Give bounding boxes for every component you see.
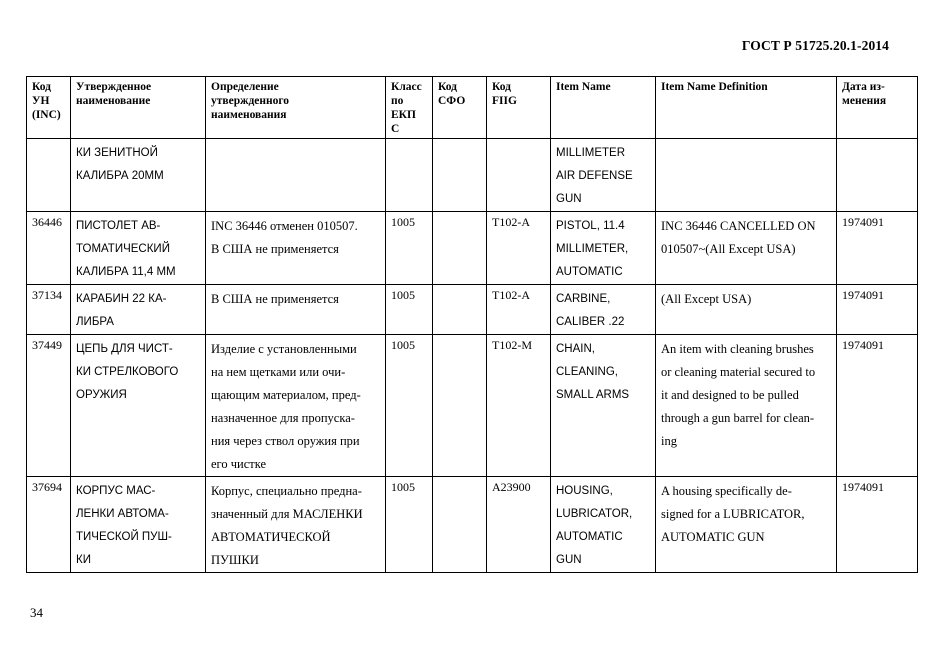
cell-fiig-code bbox=[487, 139, 551, 212]
cell-item-name bbox=[551, 285, 656, 335]
cell-line: CALIBER .22 bbox=[556, 316, 625, 328]
cell-ekps-class: 1005 bbox=[386, 285, 433, 335]
table-row bbox=[27, 477, 918, 573]
header-approved-name bbox=[71, 77, 206, 139]
cell-line: CLEANING, bbox=[556, 366, 618, 378]
header-name-definition bbox=[206, 77, 386, 139]
header-line: по bbox=[391, 95, 404, 107]
cell-sfo-code bbox=[433, 212, 487, 285]
header-line: наименования bbox=[211, 109, 287, 121]
cell-line: MILLIMETER bbox=[556, 147, 626, 159]
cell-line: ПУШКИ bbox=[211, 553, 259, 567]
cell-line: ния через ствол оружия при bbox=[211, 434, 360, 448]
cell-item-name bbox=[551, 335, 656, 477]
cell-line: ЛЕНКИ АВТОМА- bbox=[76, 508, 169, 520]
table-row bbox=[27, 285, 918, 335]
cell-line: ing bbox=[661, 434, 677, 448]
header-line: Код bbox=[492, 81, 512, 93]
cell-sfo-code bbox=[433, 477, 487, 573]
cell-approved-name bbox=[71, 285, 206, 335]
cell-line: through a gun barrel for clean- bbox=[661, 411, 815, 425]
cell-line: GUN bbox=[556, 554, 582, 566]
cell-sfo-code bbox=[433, 335, 487, 477]
header-line: Item Name bbox=[556, 81, 611, 93]
header-line: менения bbox=[842, 95, 887, 107]
cell-line: or cleaning material secured to bbox=[661, 365, 816, 379]
header-item-name bbox=[551, 77, 656, 139]
cell-line: В США не применяется bbox=[211, 242, 339, 256]
cell-line: ПИСТОЛЕТ АВ- bbox=[76, 220, 161, 232]
header-line: С bbox=[391, 123, 400, 135]
header-line: Item Name Definition bbox=[661, 81, 768, 93]
cell-line: AIR DEFENSE bbox=[556, 170, 633, 182]
cell-line: КОРПУС МАС- bbox=[76, 485, 156, 497]
cell-line: КАЛИБРА 11,4 ММ bbox=[76, 266, 176, 278]
cell-line: КИ bbox=[76, 554, 91, 566]
header-line: УН bbox=[32, 95, 50, 107]
cell-line: ЦЕПЬ ДЛЯ ЧИСТ- bbox=[76, 343, 173, 355]
cell-line: An item with cleaning brushes bbox=[661, 342, 814, 356]
cell-name-definition bbox=[206, 285, 386, 335]
header-ekps-class bbox=[386, 77, 433, 139]
cell-approved-name bbox=[71, 335, 206, 477]
cell-line: на нем щетками или очи- bbox=[211, 365, 346, 379]
page-number: 34 bbox=[30, 605, 43, 620]
cell-line: INC 36446 отменен 010507. bbox=[211, 219, 358, 233]
cell-fiig-code: T102-A bbox=[487, 285, 551, 335]
cell-line: CHAIN, bbox=[556, 343, 595, 355]
cell-change-date: 1974091 bbox=[837, 285, 918, 335]
cell-line: AUTOMATIC bbox=[556, 266, 623, 278]
cell-line: signed for a LUBRICATOR, bbox=[661, 507, 805, 521]
cell-approved-name bbox=[71, 477, 206, 573]
cell-line: HOUSING, bbox=[556, 485, 613, 497]
cell-line: 010507~(All Except USA) bbox=[661, 242, 796, 256]
cell-item-definition bbox=[656, 335, 837, 477]
cell-line: щающим материалом, пред- bbox=[211, 388, 361, 402]
cell-line: ЛИБРА bbox=[76, 316, 114, 328]
cell-change-date: 1974091 bbox=[837, 212, 918, 285]
cell-line: PISTOL, 11.4 bbox=[556, 220, 625, 232]
cell-line: SMALL ARMS bbox=[556, 389, 630, 401]
cell-line: A housing specifically de- bbox=[661, 484, 792, 498]
header-line: СФО bbox=[438, 95, 466, 107]
cell-sfo-code bbox=[433, 285, 487, 335]
cell-fiig-code: T102-M bbox=[487, 335, 551, 477]
cell-ekps-class: 1005 bbox=[386, 335, 433, 477]
cell-line: значенный для МАСЛЕНКИ bbox=[211, 507, 363, 521]
cell-line: (All Except USA) bbox=[661, 292, 752, 306]
header-line: Утвержденное bbox=[76, 81, 152, 93]
cell-name-definition bbox=[206, 477, 386, 573]
header-inc bbox=[27, 77, 71, 139]
header-line: Класс bbox=[391, 81, 422, 93]
header-change-date bbox=[837, 77, 918, 139]
table-header-row bbox=[27, 77, 918, 139]
cell-line: АВТОМАТИЧЕСКОЙ bbox=[211, 530, 331, 544]
cell-name-definition bbox=[206, 335, 386, 477]
cell-name-definition bbox=[206, 139, 386, 212]
cell-line: его чистке bbox=[211, 457, 267, 471]
cell-line: MILLIMETER, bbox=[556, 243, 629, 255]
header-line: Код bbox=[32, 81, 52, 93]
header-line: утвержденного bbox=[211, 95, 290, 107]
cell-line: ТИЧЕСКОЙ ПУШ- bbox=[76, 531, 172, 543]
cell-change-date: 1974091 bbox=[837, 477, 918, 573]
cell-line: it and designed to be pulled bbox=[661, 388, 799, 402]
header-line: Дата из- bbox=[842, 81, 885, 93]
cell-line: ОРУЖИЯ bbox=[76, 389, 127, 401]
cell-line: CARBINE, bbox=[556, 293, 611, 305]
cell-name-definition bbox=[206, 212, 386, 285]
header-line: наименование bbox=[76, 95, 151, 107]
cell-item-definition bbox=[656, 212, 837, 285]
cell-line: КИ СТРЕЛКОВОГО bbox=[76, 366, 179, 378]
cell-change-date bbox=[837, 139, 918, 212]
cell-line: INC 36446 CANCELLED ON bbox=[661, 219, 816, 233]
cell-approved-name bbox=[71, 212, 206, 285]
header-fiig-code bbox=[487, 77, 551, 139]
nomenclature-table bbox=[26, 76, 918, 573]
header-line: Код bbox=[438, 81, 458, 93]
cell-fiig-code: T102-A bbox=[487, 212, 551, 285]
cell-change-date: 1974091 bbox=[837, 335, 918, 477]
cell-line: КАРАБИН 22 КА- bbox=[76, 293, 167, 305]
cell-line: назначенное для пропуска- bbox=[211, 411, 355, 425]
header-line: ЕКП bbox=[391, 109, 416, 121]
cell-line: AUTOMATIC bbox=[556, 531, 623, 543]
cell-line: AUTOMATIC GUN bbox=[661, 530, 765, 544]
cell-ekps-class: 1005 bbox=[386, 212, 433, 285]
cell-line: Изделие с установленными bbox=[211, 342, 357, 356]
document-standard-title: ГОСТ Р 51725.20.1-2014 bbox=[741, 38, 889, 53]
cell-line: Корпус, специально предна- bbox=[211, 484, 362, 498]
cell-line: В США не применяется bbox=[211, 292, 339, 306]
cell-inc: 37694 bbox=[27, 477, 71, 573]
cell-inc: 37449 bbox=[27, 335, 71, 477]
cell-item-definition bbox=[656, 285, 837, 335]
cell-item-name bbox=[551, 477, 656, 573]
header-sfo-code bbox=[433, 77, 487, 139]
table-row bbox=[27, 335, 918, 477]
cell-fiig-code: A23900 bbox=[487, 477, 551, 573]
cell-item-name bbox=[551, 139, 656, 212]
cell-inc: 37134 bbox=[27, 285, 71, 335]
cell-ekps-class bbox=[386, 139, 433, 212]
cell-inc bbox=[27, 139, 71, 212]
cell-line: GUN bbox=[556, 193, 582, 205]
cell-item-definition bbox=[656, 139, 837, 212]
cell-line: КАЛИБРА 20ММ bbox=[76, 170, 164, 182]
cell-sfo-code bbox=[433, 139, 487, 212]
cell-line: КИ ЗЕНИТНОЙ bbox=[76, 147, 158, 159]
cell-line: ТОМАТИЧЕСКИЙ bbox=[76, 243, 170, 255]
cell-line: LUBRICATOR, bbox=[556, 508, 633, 520]
cell-inc: 36446 bbox=[27, 212, 71, 285]
header-line: FIIG bbox=[492, 95, 517, 107]
header-item-name-definition bbox=[656, 77, 837, 139]
cell-item-name bbox=[551, 212, 656, 285]
header-line: Определение bbox=[211, 81, 279, 93]
cell-item-definition bbox=[656, 477, 837, 573]
header-line: (INC) bbox=[32, 109, 61, 121]
cell-ekps-class: 1005 bbox=[386, 477, 433, 573]
table-row bbox=[27, 139, 918, 212]
table-row bbox=[27, 212, 918, 285]
table-body bbox=[27, 139, 918, 573]
cell-approved-name bbox=[71, 139, 206, 212]
